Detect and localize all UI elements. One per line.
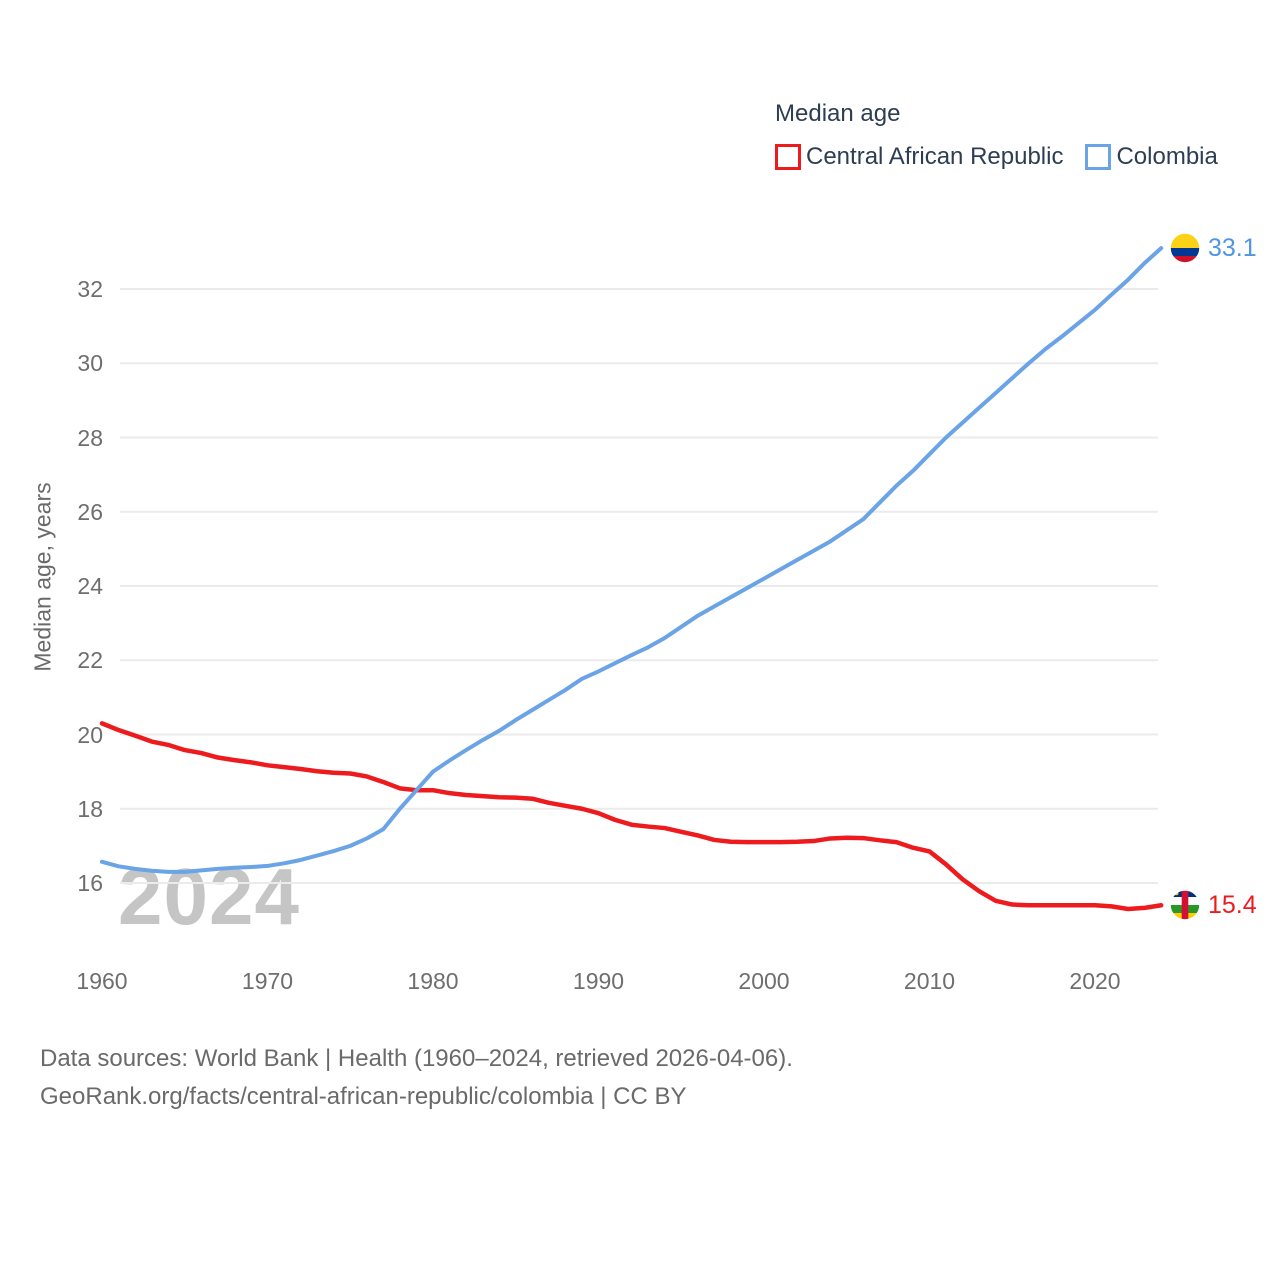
central-african-republic-end-value: 15.4 [1208, 890, 1257, 919]
legend-items [775, 143, 1218, 171]
x-tick-label: 2010 [903, 968, 956, 994]
legend-label-central-african-republic: Central African Republic [806, 143, 1064, 170]
central-african-republic-end-label [1169, 889, 1257, 921]
legend-item-central-african-republic[interactable] [775, 143, 1063, 171]
x-tick-label: 1970 [241, 968, 294, 994]
legend-swatch-colombia[interactable] [1085, 144, 1111, 170]
legend-item-colombia[interactable] [1085, 143, 1217, 171]
y-tick-label: 30 [77, 350, 103, 377]
colombia-end-label [1169, 232, 1257, 264]
y-tick-label: 18 [77, 795, 103, 822]
x-tick-label: 2000 [738, 968, 790, 994]
x-tick-label: 1960 [76, 968, 128, 994]
y-tick-label: 20 [77, 721, 103, 748]
x-tick-label: 1990 [572, 968, 625, 994]
colombia-end-value: 33.1 [1208, 233, 1257, 262]
y-tick-label: 22 [77, 647, 103, 674]
series-line-colombia [102, 248, 1161, 872]
colombia-flag-icon [1169, 232, 1201, 264]
y-tick-label: 32 [77, 276, 103, 302]
legend-swatch-central-african-republic[interactable] [775, 144, 801, 170]
y-tick-label: 26 [77, 498, 103, 525]
footer-data-sources: Data sources: World Bank | Health (1960–2024, retrieved 2026-04-06). [40, 1045, 793, 1072]
x-tick-label: 1980 [407, 968, 459, 994]
footer-attribution: GeoRank.org/facts/central-african-republic/colombia | CC BY [40, 1083, 687, 1110]
legend-label-colombia: Colombia [1116, 143, 1218, 170]
y-tick-label: 16 [77, 870, 103, 896]
x-tick-label: 2020 [1069, 968, 1121, 994]
y-tick-label: 24 [77, 573, 103, 599]
series-line-central-african-republic [102, 723, 1161, 909]
y-tick-label: 28 [77, 424, 103, 451]
watermark-year: 2024 [118, 852, 300, 941]
y-axis-title: Median age, years [29, 482, 56, 672]
central-african-republic-flag-icon [1169, 889, 1201, 921]
legend [775, 100, 1218, 171]
legend-title: Median age [775, 100, 901, 127]
